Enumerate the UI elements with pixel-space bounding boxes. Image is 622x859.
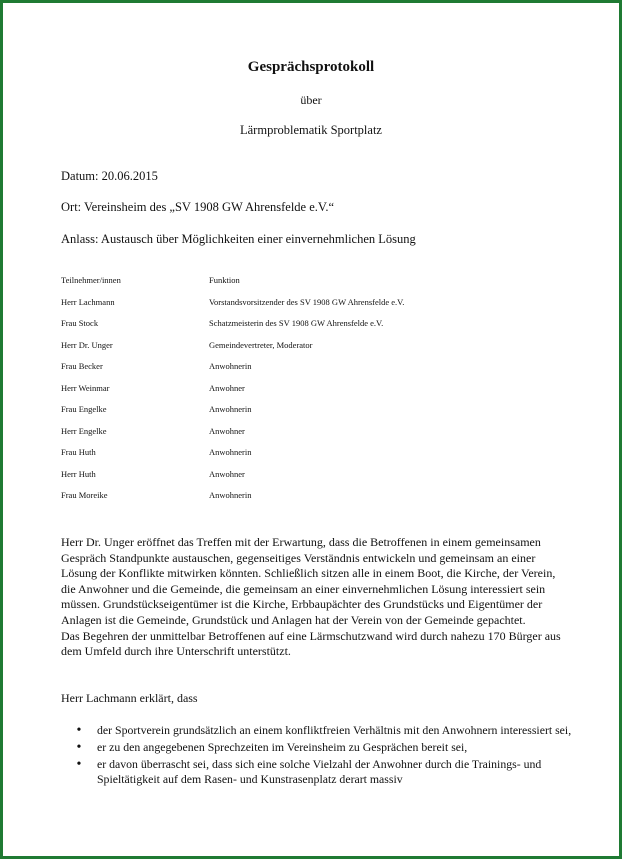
opening-paragraph (61, 535, 571, 660)
participants-header (61, 275, 501, 297)
participant-name: Herr Huth (61, 468, 96, 479)
participant-name: Frau Becker (61, 361, 103, 371)
bullet-icon: • (76, 740, 82, 755)
table-row (61, 404, 501, 426)
participant-name: Frau Huth (61, 447, 96, 457)
header-function: Funktion (209, 275, 240, 285)
bullet-text: der Sportverein grundsätzlich an einem konfliktfreien Verhältnis mit den Anwohnern interessiert sei, (97, 723, 572, 737)
list-item (61, 723, 581, 738)
participant-function: Vorstandsvorsitzender des SV 1908 GW Ahrensfelde e.V. (209, 296, 405, 307)
list-item (61, 757, 581, 787)
bullet-icon: • (76, 757, 82, 772)
participant-name: Herr Weinmar (61, 382, 110, 393)
paragraph-opening-text: Herr Dr. Unger eröffnet das Treffen mit der Erwartung, dass die Betroffenen in einem gemeinsamen Gespräch Standpunkte austauschen, gegenseitiges Verständnis entwickeln und gemeinsam an einer Lösung der Konflikte mitwirken könnten. Schließlich sitzen alle in einem Boot, die Kirche, der Verein, die Anwohner und die Gemeinde, die gemeinsam an einer einvernehmlichen Lösung interessiert sein müssen. Grundstückseigentümer ist die Kirche, Erbbaupächter des Grundstücks und Eigentümer der Anlagen ist die Gemeinde, Grundstück und Anlagen hat der Verein von der Gemeinde gepachtet. (61, 535, 556, 627)
bullet-text: er davon überrascht sei, dass sich eine solche Vielzahl der Anwohner durch die Trainings- und Spieltätigkeit auf dem Rasen- und Kunstrasenplatz derart massiv (97, 757, 542, 786)
participant-name: Frau Moreike (61, 490, 108, 500)
list-item (61, 740, 581, 755)
participant-function: Anwohnerin (209, 361, 252, 371)
lachmann-intro: Herr Lachmann erklärt, dass (61, 691, 198, 705)
participant-function: Gemeindevertreter, Moderator (209, 339, 313, 350)
participant-function: Anwohnerin (209, 447, 252, 457)
participant-function: Anwohnerin (209, 490, 252, 500)
paragraph-petition-text: Das Begehren der unmittelbar Betroffenen auf eine Lärmschutzwand wird durch nahezu 170 Bürger aus dem Umfeld durch ihre Unterschrift unterstützt. (61, 628, 561, 659)
header-participants: Teilnehmer/innen (61, 275, 121, 285)
participant-function: Anwohner (209, 468, 245, 479)
bullet-text: er zu den angegebenen Sprechzeiten im Vereinsheim zu Gesprächen bereit sei, (97, 740, 468, 754)
document-title: Gesprächsprotokoll (247, 59, 375, 75)
lachmann-bullet-list (61, 723, 581, 789)
document-subtitle-ueber: über (300, 93, 322, 107)
table-row (61, 297, 501, 319)
document-subject: Lärmproblematik Sportplatz (240, 123, 382, 137)
bullet-icon: • (76, 723, 82, 738)
participant-function: Anwohnerin (209, 404, 252, 414)
table-row (61, 426, 501, 448)
meeting-place: Ort: Vereinsheim des „SV 1908 GW Ahrensfelde e.V.“ (61, 200, 334, 214)
participant-function: Anwohner (209, 382, 245, 393)
participant-name: Frau Stock (61, 318, 99, 328)
participants-table (61, 275, 501, 512)
participant-function: Anwohner (209, 425, 245, 436)
participant-name: Herr Dr. Unger (61, 339, 113, 350)
participant-function: Schatzmeisterin des SV 1908 GW Ahrensfelde e.V. (209, 318, 384, 328)
participant-name: Herr Lachmann (61, 296, 115, 307)
table-row (61, 383, 501, 405)
table-row (61, 318, 501, 340)
table-row (61, 361, 501, 383)
table-row (61, 490, 501, 512)
meeting-occasion: Anlass: Austausch über Möglichkeiten einer einvernehmlichen Lösung (61, 232, 416, 246)
participant-name: Frau Engelke (61, 404, 107, 414)
table-row (61, 340, 501, 362)
table-row (61, 469, 501, 491)
meeting-date: Datum: 20.06.2015 (61, 169, 158, 183)
table-row (61, 447, 501, 469)
participant-name: Herr Engelke (61, 425, 107, 436)
